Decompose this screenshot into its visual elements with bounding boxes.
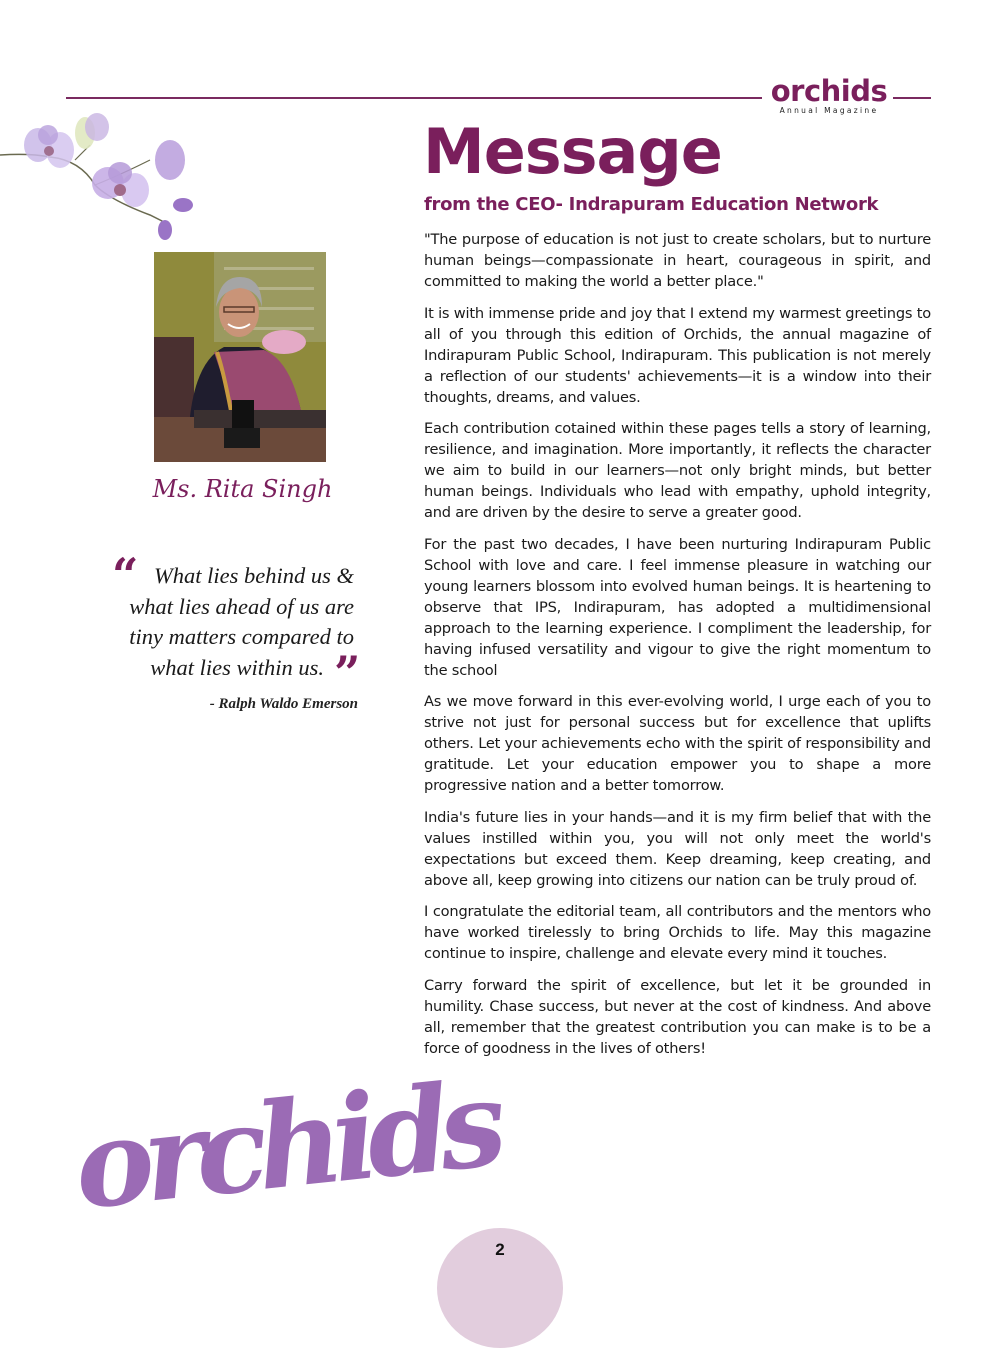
body-paragraph: It is with immense pride and joy that I extend my warmest greetings to all of you through this edition of Orchids, the annual magazine of Indirapuram Public School, Indirapuram. This publication is not merely a reflection of our students' achievements—it is a window into their thoughts, dreams, and values. — [424, 304, 931, 406]
orchid-bud — [158, 220, 172, 240]
message-body — [424, 229, 931, 1069]
quote-line: What lies behind us & — [154, 563, 354, 588]
orchid-bud — [173, 198, 193, 212]
body-paragraph: "The purpose of education is not just to create scholars, but to nurture human beings—compassionate in heart, courageous in spirit, and committed to making the world a better place." — [424, 231, 931, 290]
body-paragraph: India's future lies in your hands—and it is my firm belief that with the values instilled within you, you will not only meet the world's expectations but exceed them. Keep dreaming, keep creating, and above all, keep growing into citizens our nation can be truly proud of. — [424, 808, 931, 889]
page-title: Message — [423, 115, 722, 188]
quote-line: what lies within us. — [150, 654, 324, 680]
body-paragraph: Each contribution cotained within these pages tells a story of learning, resilience, and imagination. More importantly, it reflects the character we aim to build in our learners—not only bright minds, but better human beings. Individuals who lead with empathy, uphold integrity, and are driven by the desire to serve a greater good. — [424, 420, 931, 521]
quote-line: what lies ahead of us are — [129, 593, 354, 619]
brand-subtitle: Annual Magazine — [779, 106, 879, 115]
orchids-brush-lettering — [68, 1045, 503, 1236]
header-rule-left — [66, 97, 762, 99]
brand-name: orchids — [770, 74, 888, 108]
ceo-portrait-photo — [154, 252, 326, 462]
body-paragraph: Carry forward the spirit of excellence, but let it be grounded in humility. Chase success, but never at the cost of kindness. And above all, remember that the greatest contribution you can make is to be a force of goodness in the lives of others! — [424, 976, 931, 1057]
orchid-flower-4 — [155, 140, 185, 180]
body-paragraph: For the past two decades, I have been nurturing Indirapuram Public School with love and care. I feel immense pleasure in watching our young learners blossom into evolved human beings. It is heartening to observe that IPS, Indirapuram, has adopted a multidimensional approach to the learning experience. I compliment the leadership, for having infused versatility and vigour to give the right momentum to the school — [424, 535, 931, 679]
ceo-name-signature: Ms. Rita Singh — [152, 475, 333, 503]
quote-text — [112, 561, 354, 683]
orchid-flower-2 — [75, 113, 109, 149]
magazine-brand — [770, 76, 888, 115]
orchid-flower-3 — [92, 162, 149, 207]
header-rule-right — [893, 97, 931, 99]
close-quote-icon: ” — [334, 646, 361, 700]
orchid-flowers-illustration — [0, 105, 200, 245]
body-paragraph: As we move forward in this ever-evolving world, I urge each of you to strive not just for personal success but for excellence that uplifts others. Let your achievements echo with the spirit of responsibility and gratitude. Let your education empower you to shape a more progressive nation and a better tomorrow. — [424, 693, 931, 794]
open-quote-icon: “ — [112, 548, 139, 602]
page-subtitle: from the CEO- Indrapuram Education Network — [424, 194, 879, 215]
quote-line: tiny matters compared to — [129, 624, 354, 649]
orchids-script-word: orchids — [68, 1053, 503, 1236]
page-number: 2 — [495, 1240, 505, 1259]
quote-author: - Ralph Waldo Emerson — [209, 696, 358, 712]
orchid-flower-1 — [24, 125, 74, 168]
body-paragraph: I congratulate the editorial team, all contributors and the mentors who have worked tirelessly to bring Orchids to life. May this magazine continue to inspire, challenge and elevate every mind it touches. — [424, 903, 931, 962]
portrait-illustration — [154, 252, 326, 462]
